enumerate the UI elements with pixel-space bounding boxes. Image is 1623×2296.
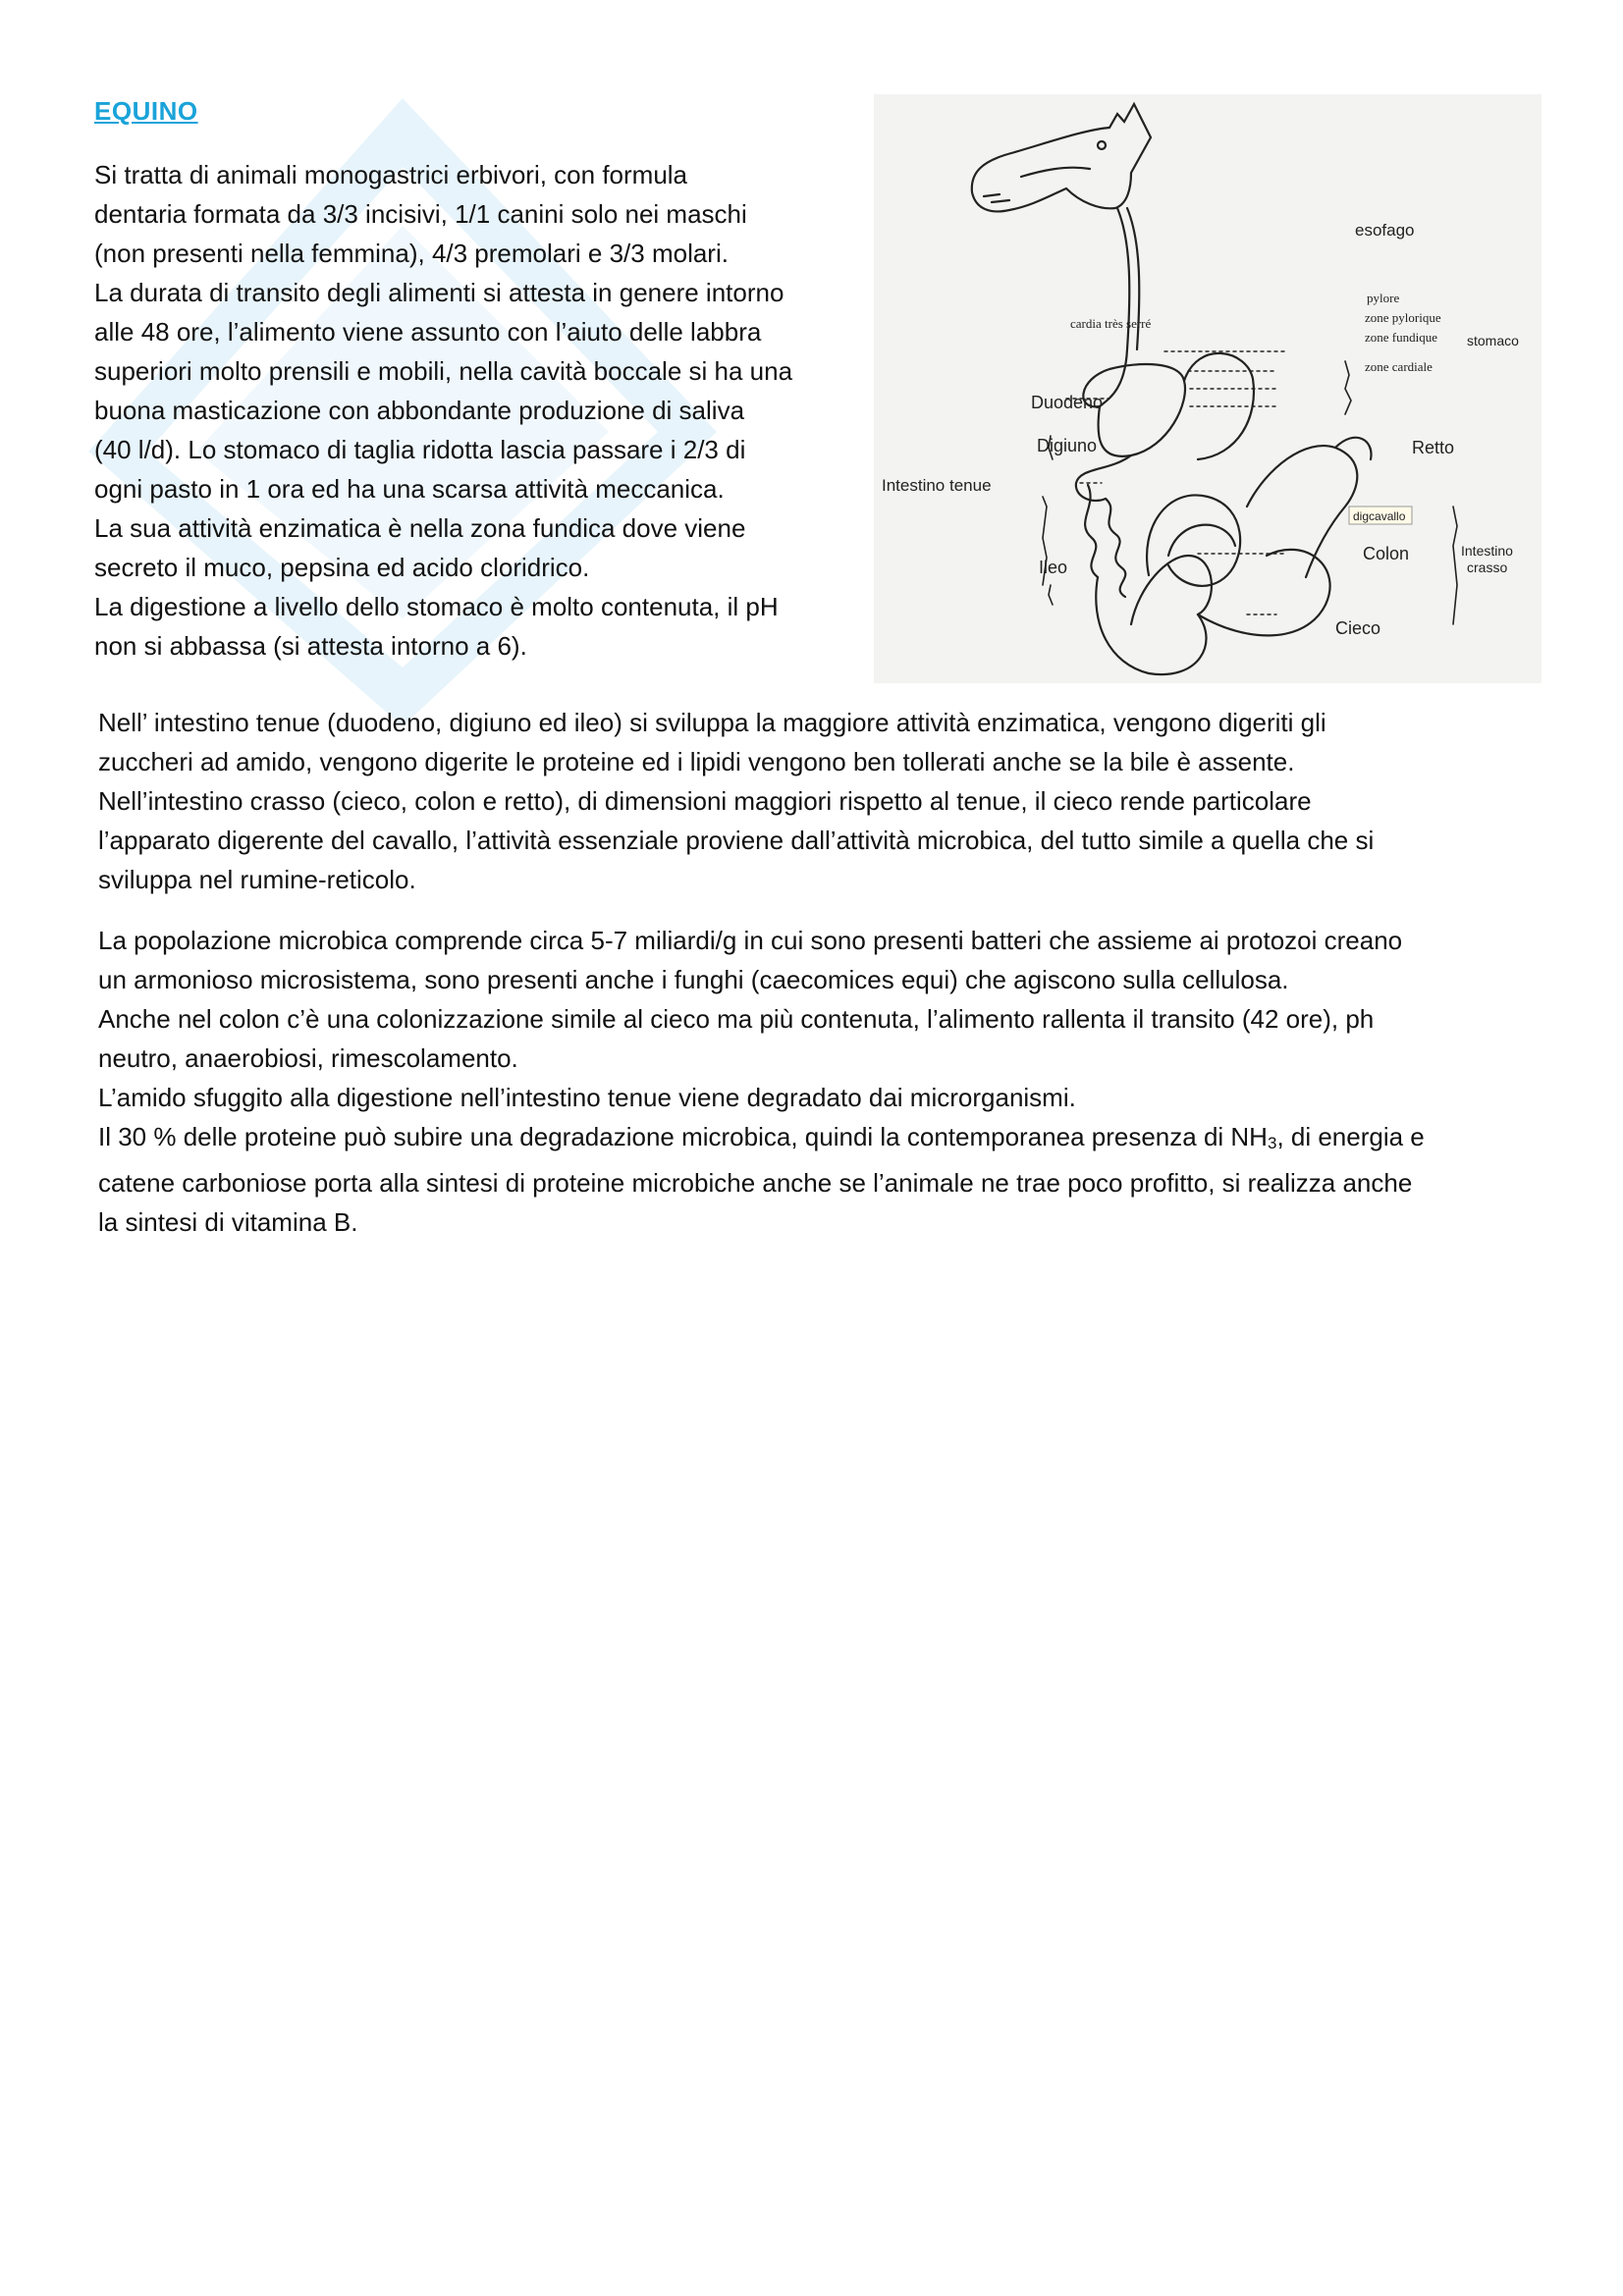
intro-line: buona masticazione con abbondante produzione di saliva bbox=[94, 396, 745, 425]
label-cardia: cardia très serré bbox=[1070, 316, 1152, 331]
text-fragment: , di energia e bbox=[1276, 1122, 1425, 1151]
paragraph-microbial bbox=[98, 921, 1551, 1242]
label-digcavallo: digcavallo bbox=[1353, 509, 1406, 523]
label-intestino-crasso-2: crasso bbox=[1467, 560, 1508, 575]
text-fragment: Il 30 % delle proteine può subire una degradazione microbica, quindi la contemporanea presenza di NH bbox=[98, 1122, 1268, 1151]
body-text bbox=[98, 703, 1551, 1263]
text-line: l’apparato digerente del cavallo, l’attività essenziale proviene dall’attività microbica, del tutto simile a quella che si bbox=[98, 826, 1375, 855]
label-zone-pylorique: zone pylorique bbox=[1365, 310, 1441, 325]
text-line: Anche nel colon c’è una colonizzazione simile al cieco ma più contenuta, l’alimento rallenta il transito (42 ore), ph bbox=[98, 1004, 1375, 1034]
label-esofago: esofago bbox=[1355, 221, 1415, 240]
text-line: La popolazione microbica comprende circa 5-7 miliardi/g in cui sono presenti batteri che assieme ai protozoi creano bbox=[98, 926, 1403, 955]
horse-digestive-diagram bbox=[874, 94, 1542, 683]
text-line: la sintesi di vitamina B. bbox=[98, 1207, 358, 1237]
intro-paragraph bbox=[94, 155, 870, 666]
text-line: zuccheri ad amido, vengono digerite le proteine ed i lipidi vengono ben tollerati anche se la bile è assente. bbox=[98, 747, 1295, 776]
intro-line: alle 48 ore, l’alimento viene assunto con l’aiuto delle labbra bbox=[94, 317, 762, 347]
label-retto: Retto bbox=[1412, 438, 1455, 457]
subscript: 3 bbox=[1267, 1134, 1277, 1152]
label-ileo: Ileo bbox=[1039, 558, 1068, 577]
text-line: sviluppa nel rumine-reticolo. bbox=[98, 865, 416, 894]
label-intestino-tenue: Intestino tenue bbox=[882, 476, 992, 495]
intro-line: ogni pasto in 1 ora ed ha una scarsa attività meccanica. bbox=[94, 474, 725, 504]
intro-line: (non presenti nella femmina), 4/3 premolari e 3/3 molari. bbox=[94, 239, 729, 268]
intro-line: (40 l/d). Lo stomaco di taglia ridotta lascia passare i 2/3 di bbox=[94, 435, 746, 464]
intro-line: La digestione a livello dello stomaco è molto contenuta, il pH bbox=[94, 592, 779, 621]
intro-line: La durata di transito degli alimenti si attesta in genere intorno bbox=[94, 278, 784, 307]
paragraph-intestines bbox=[98, 703, 1551, 899]
intro-line: dentaria formata da 3/3 incisivi, 1/1 canini solo nei maschi bbox=[94, 199, 747, 229]
intro-line: Si tratta di animali monogastrici erbivori, con formula bbox=[94, 160, 688, 189]
text-line: Nell’intestino crasso (cieco, colon e retto), di dimensioni maggiori rispetto al tenue, il cieco rende particolare bbox=[98, 786, 1312, 816]
label-pylore: pylore bbox=[1367, 291, 1400, 305]
label-duodeno: Duodeno bbox=[1031, 393, 1104, 412]
text-line: catene carboniose porta alla sintesi di proteine microbiche anche se l’animale ne trae poco profitto, si realizza anche bbox=[98, 1168, 1413, 1198]
label-colon: Colon bbox=[1363, 544, 1410, 563]
label-digiuno: Digiuno bbox=[1037, 436, 1098, 455]
text-line: L’amido sfuggito alla digestione nell’intestino tenue viene degradato dai microrganismi. bbox=[98, 1083, 1076, 1112]
intro-line: non si abbassa (si attesta intorno a 6). bbox=[94, 631, 527, 661]
label-intestino-crasso: Intestino bbox=[1461, 543, 1513, 559]
intro-line: secreto il muco, pepsina ed acido cloridrico. bbox=[94, 553, 590, 582]
intro-line: La sua attività enzimatica è nella zona fundica dove viene bbox=[94, 513, 746, 543]
label-cieco: Cieco bbox=[1335, 618, 1381, 638]
text-line bbox=[98, 1122, 1425, 1151]
text-line: neutro, anaerobiosi, rimescolamento. bbox=[98, 1043, 518, 1073]
diagram-svg bbox=[874, 94, 1542, 683]
label-stomaco: stomaco bbox=[1467, 333, 1519, 348]
text-line: Nell’ intestino tenue (duodeno, digiuno ed ileo) si sviluppa la maggiore attività enzimatica, vengono digeriti gli bbox=[98, 708, 1326, 737]
label-zone-cardiale: zone cardiale bbox=[1365, 359, 1433, 374]
intro-line: superiori molto prensili e mobili, nella cavità boccale si ha una bbox=[94, 356, 793, 386]
label-zone-fundique: zone fundique bbox=[1365, 330, 1438, 345]
text-line: un armonioso microsistema, sono presenti anche i funghi (caecomices equi) che agiscono sulla cellulosa. bbox=[98, 965, 1289, 994]
section-title: EQUINO bbox=[94, 96, 198, 126]
